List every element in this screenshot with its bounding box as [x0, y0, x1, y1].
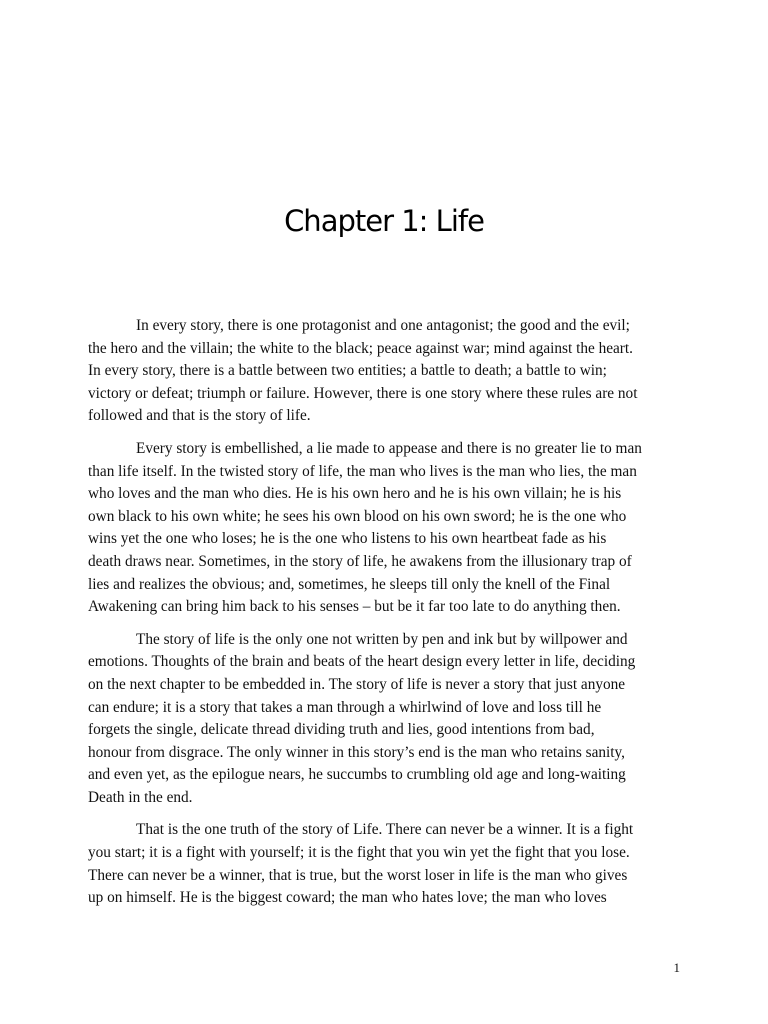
text-line: Death in the end. — [88, 788, 193, 806]
text-line: death draws near. Sometimes, in the story of life, he awakens from the illusionary trap of — [88, 552, 632, 570]
text-line: The story of life is the only one not written by pen and ink but by willpower and — [136, 630, 628, 648]
text-line: lies and realizes the obvious; and, sometimes, he sleeps till only the knell of the Final — [88, 575, 611, 593]
text-line: honour from disgrace. The only winner in this story’s end is the man who retains sanity, — [88, 743, 625, 761]
text-line: can endure; it is a story that takes a man through a whirlwind of love and loss till he — [88, 698, 602, 716]
text-line: Every story is embellished, a lie made to appease and there is no greater lie to man — [136, 439, 642, 457]
text-line: own black to his own white; he sees his own blood on his own sword; he is the one who — [88, 507, 627, 525]
text-line: followed and that is the story of life. — [88, 407, 311, 425]
text-line: emotions. Thoughts of the brain and beats of the heart design every letter in life, deciding — [88, 653, 636, 671]
text-line: and even yet, as the epilogue nears, he succumbs to crumbling old age and long-waiting — [88, 766, 626, 784]
text-line: the hero and the villain; the white to the black; peace against war; mind against the heart. — [88, 339, 633, 357]
text-line: There can never be a winner, that is true, but the worst loser in life is the man who gives — [88, 866, 628, 884]
paragraph-1 — [88, 315, 673, 428]
paragraph-4 — [88, 819, 673, 909]
paragraph-2 — [88, 438, 673, 619]
text-line: on the next chapter to be embedded in. The story of life is never a story that just anyone — [88, 675, 626, 693]
text-line: you start; it is a fight with yourself; it is the fight that you win yet the fight that you lose. — [88, 844, 630, 862]
chapter-title: Chapter 1: Life — [284, 204, 484, 238]
text-line: victory or defeat; triumph or failure. However, there is one story where these rules are not — [88, 384, 638, 402]
page-number: 1 — [673, 960, 680, 975]
body-text — [88, 315, 673, 920]
text-line: forgets the single, delicate thread dividing truth and lies, good intentions from bad, — [88, 721, 595, 739]
text-line: who loves and the man who dies. He is his own hero and he is his own villain; he is his — [88, 485, 622, 503]
text-line: than life itself. In the twisted story of life, the man who lives is the man who lies, the man — [88, 462, 637, 480]
text-line: up on himself. He is the biggest coward; the man who hates love; the man who loves — [88, 889, 607, 907]
text-line: In every story, there is a battle between two entities; a battle to death; a battle to win; — [88, 362, 607, 380]
text-line: wins yet the one who loses; he is the one who listens to his own heartbeat fade as his — [88, 530, 607, 548]
text-line: That is the one truth of the story of Life. There can never be a winner. It is a fight — [136, 821, 634, 839]
text-line: In every story, there is one protagonist and one antagonist; the good and the evil; — [136, 317, 630, 334]
paragraph-3 — [88, 629, 673, 810]
text-line: Awakening can bring him back to his senses – but be it far too late to do anything then. — [88, 598, 621, 616]
